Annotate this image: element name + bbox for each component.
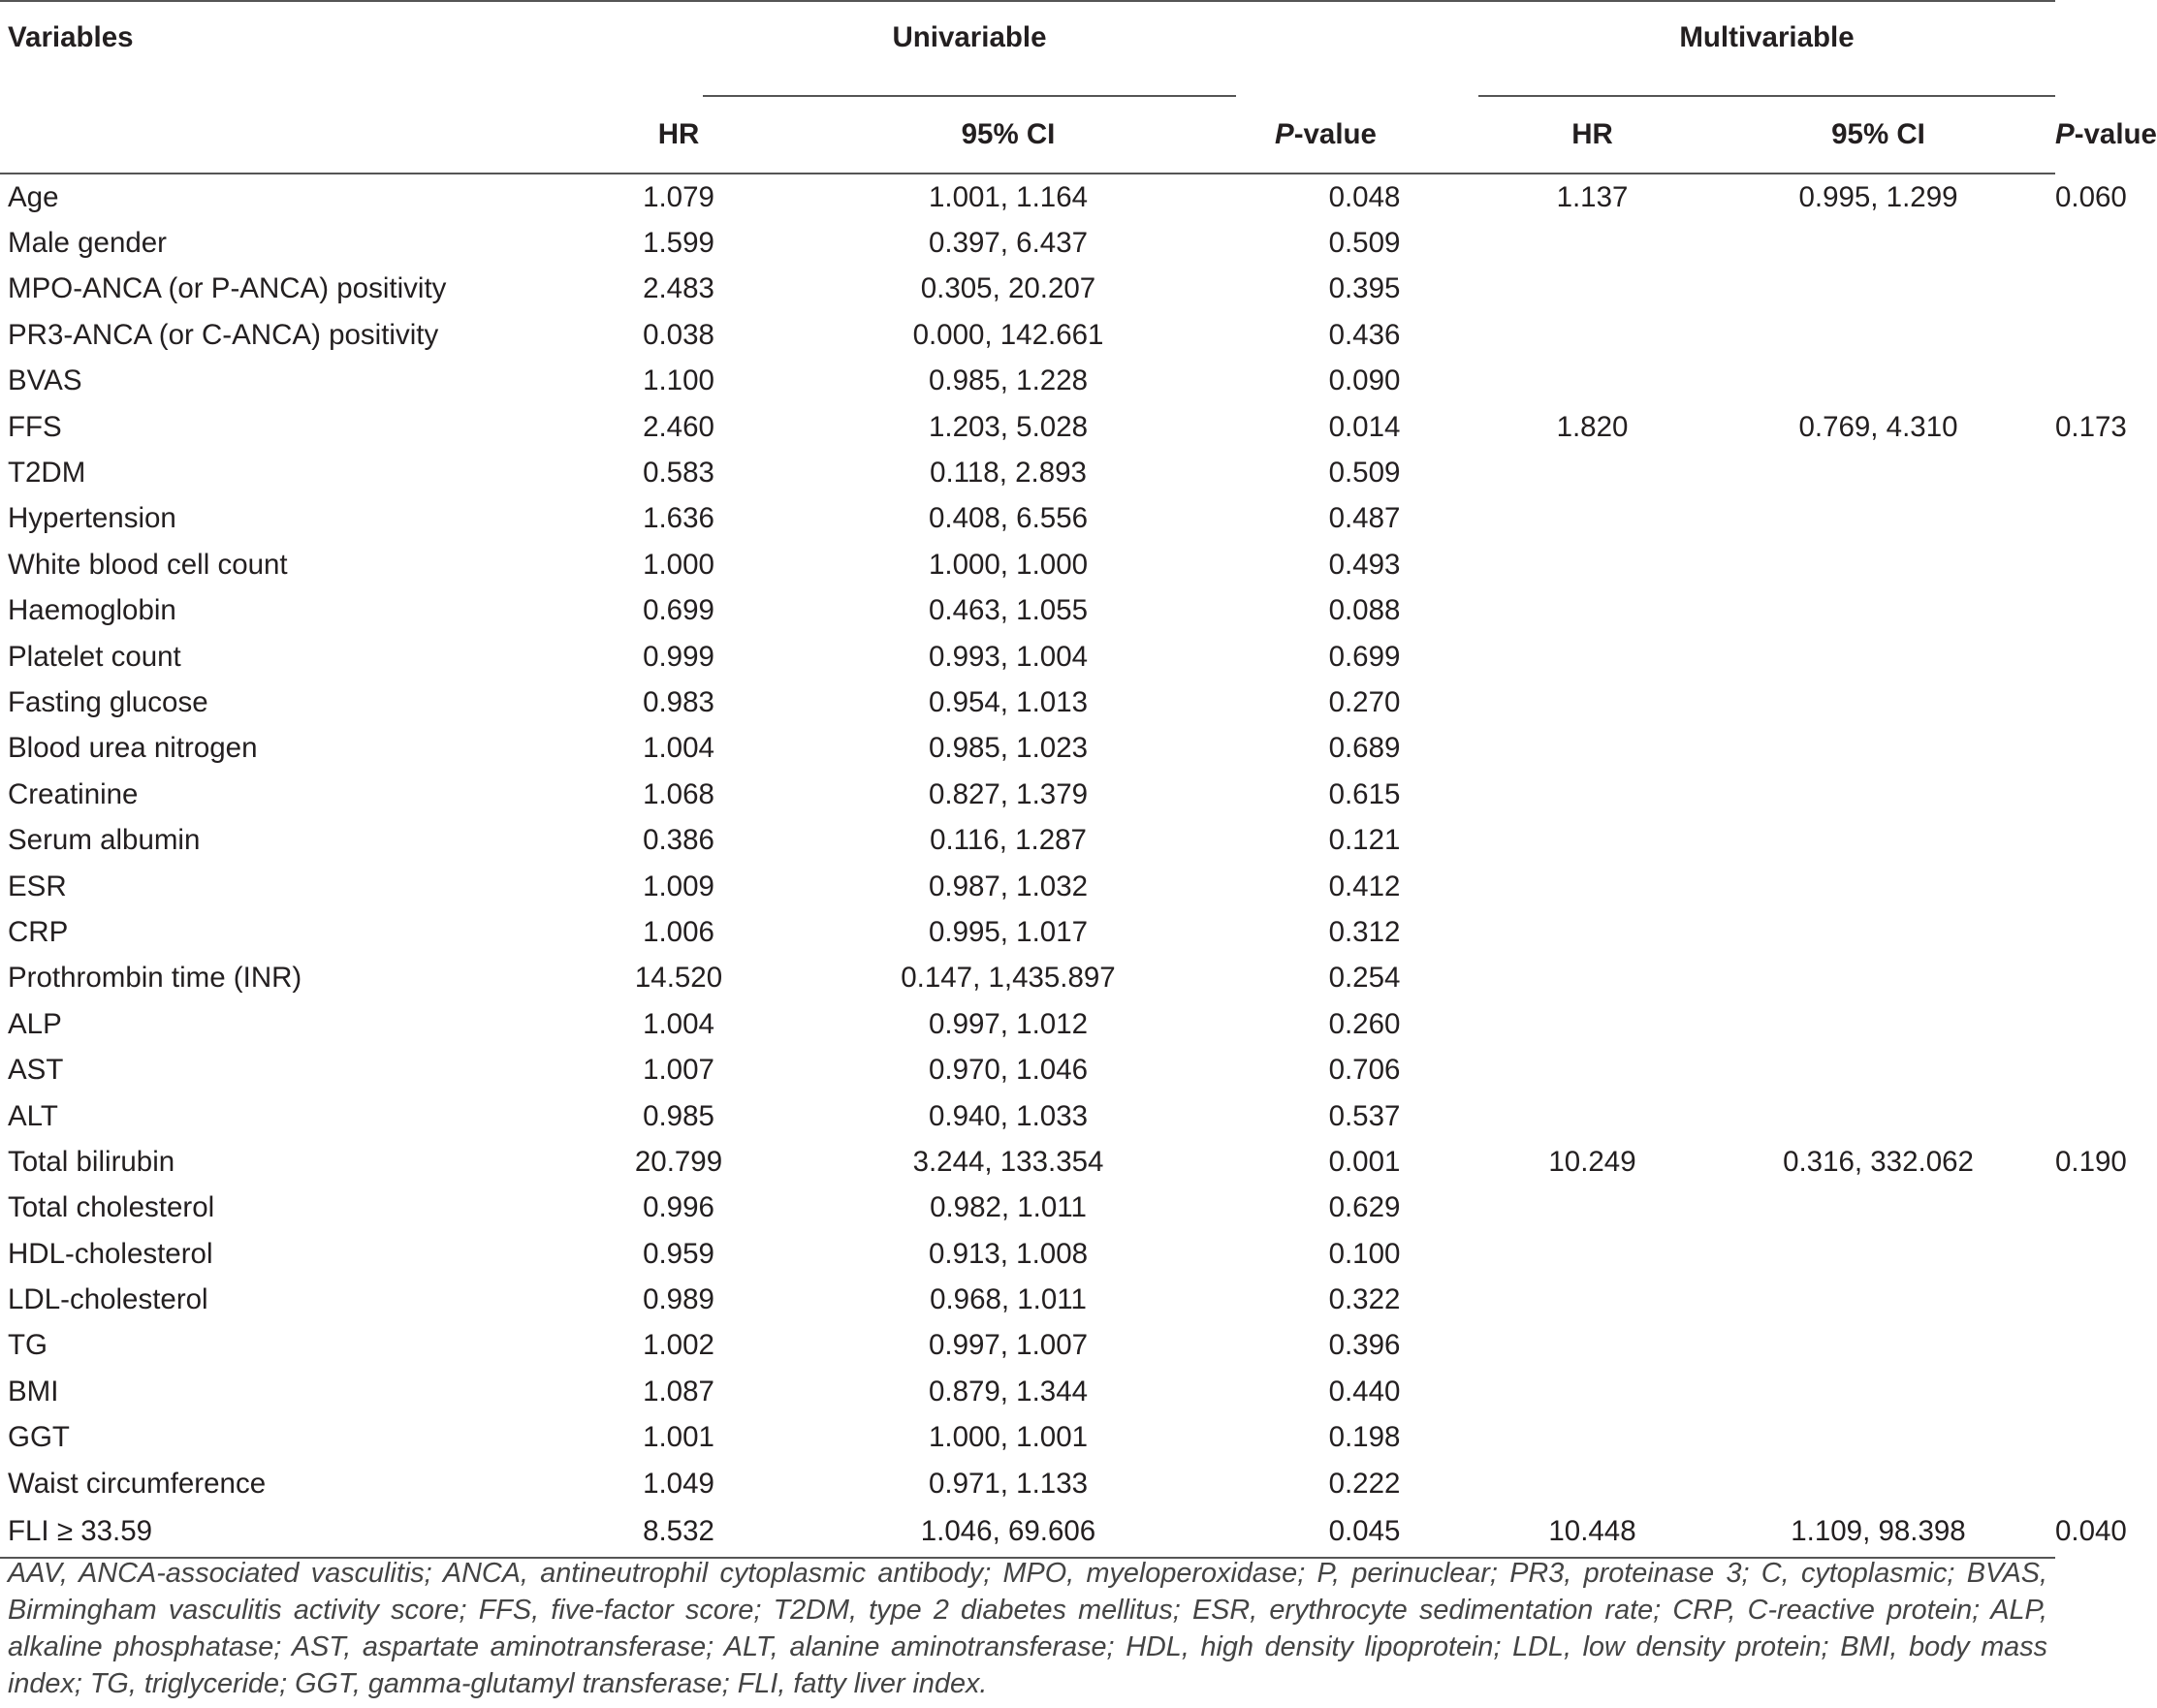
multivariable-ci — [1672, 542, 2055, 587]
univariable-p-header: P-value — [1236, 97, 1454, 174]
variable-name: AST — [8, 1054, 64, 1087]
variable-name: LDL-cholesterol — [8, 1283, 208, 1316]
multivariable-hr — [1454, 864, 1672, 909]
variables-header: Variables — [8, 21, 134, 53]
univariable-p: 0.412 — [1328, 870, 1401, 902]
univariable-hr: 14.520 — [634, 962, 723, 995]
variable-name: PR3-ANCA (or C-ANCA) positivity — [8, 318, 439, 351]
univariable-ci: 0.000, 142.661 — [912, 318, 1104, 351]
univariable-hr: 2.460 — [643, 410, 714, 443]
univariable-ci: 0.995, 1.017 — [928, 915, 1089, 948]
univariable-ci: 1.046, 69.606 — [897, 1506, 1236, 1558]
univariable-ci: 0.463, 1.055 — [928, 594, 1089, 627]
multivariable-hr — [1454, 772, 1672, 817]
univariable-p: 0.322 — [1328, 1283, 1401, 1316]
multivariable-hr — [1454, 359, 1672, 404]
multivariable-hr — [1454, 1369, 1672, 1414]
multivariable-hr — [1454, 909, 1672, 955]
multivariable-hr-header: HR — [1454, 97, 1672, 174]
univariable-hr: 1.068 — [643, 777, 714, 810]
univariable-ci: 1.203, 5.028 — [928, 410, 1089, 443]
table-row — [0, 956, 2055, 1001]
univariable-ci: 0.879, 1.344 — [928, 1375, 1089, 1408]
multivariable-hr — [1454, 634, 1672, 680]
univariable-ci: 0.985, 1.023 — [928, 732, 1089, 765]
group-header-row — [0, 1, 2055, 97]
univariable-p: 0.260 — [1328, 1007, 1401, 1040]
multivariable-hr — [1454, 450, 1672, 495]
univariable-p: 0.699 — [1328, 640, 1401, 673]
multivariable-hr: 1.820 — [1556, 410, 1629, 443]
multivariable-hr — [1454, 1047, 1672, 1092]
variable-name: Total bilirubin — [8, 1145, 175, 1178]
variable-name: FLI ≥ 33.59 — [0, 1506, 562, 1558]
table-row — [0, 220, 2055, 266]
univariable-hr: 1.001 — [643, 1421, 714, 1454]
table-row — [0, 1277, 2055, 1322]
univariable-p: 0.689 — [1328, 732, 1401, 765]
multivariable-ci — [1672, 772, 2055, 817]
univariable-ci: 0.940, 1.033 — [928, 1099, 1089, 1132]
multivariable-ci — [1672, 909, 2055, 955]
multivariable-ci — [1672, 864, 2055, 909]
univariable-ci: 0.985, 1.228 — [928, 364, 1089, 397]
univariable-p: 0.088 — [1328, 594, 1401, 627]
univariable-hr: 1.100 — [643, 364, 714, 397]
univariable-ci: 0.118, 2.893 — [930, 457, 1087, 490]
univariable-p: 0.045 — [1236, 1506, 1454, 1558]
univariable-ci: 0.305, 20.207 — [920, 272, 1096, 305]
univariable-hr: 0.038 — [643, 318, 714, 351]
table-row — [0, 267, 2055, 312]
multivariable-hr — [1454, 496, 1672, 542]
univariable-ci: 0.968, 1.011 — [930, 1283, 1087, 1316]
multivariable-ci — [1672, 956, 2055, 1001]
variable-name: Serum albumin — [8, 824, 201, 857]
univariable-ci: 0.147, 1,435.897 — [901, 962, 1116, 995]
multivariable-ci — [1672, 817, 2055, 863]
variable-name: T2DM — [8, 457, 86, 490]
univariable-hr: 1.006 — [643, 915, 714, 948]
univariable-hr: 20.799 — [634, 1145, 723, 1178]
table-row: Age 1.079 1.001, 1.164 0.048 1.137 0.995, 1.299 0.060 — [0, 174, 2055, 220]
univariable-hr: 0.959 — [643, 1237, 714, 1270]
variable-name: Male gender — [8, 227, 167, 260]
table-row — [0, 864, 2055, 909]
variable-name: Age — [8, 180, 59, 213]
table-row — [0, 726, 2055, 772]
multivariable-hr: 10.448 — [1454, 1506, 1672, 1558]
table-row — [0, 496, 2055, 542]
multivariable-hr — [1454, 1231, 1672, 1277]
table-row — [0, 1047, 2055, 1092]
multivariable-hr — [1454, 956, 1672, 1001]
univariable-hr: 1.000 — [643, 548, 714, 581]
univariable-hr-header: HR — [562, 97, 897, 174]
multivariable-ci: 0.769, 4.310 — [1798, 410, 1958, 443]
multivariable-hr: 1.137 — [1556, 180, 1629, 213]
table-row — [0, 1323, 2055, 1369]
multivariable-hr — [1454, 1277, 1672, 1322]
univariable-ci: 0.970, 1.046 — [928, 1054, 1089, 1087]
variable-name: Prothrombin time (INR) — [8, 962, 302, 995]
multivariable-header: Multivariable — [1478, 1, 2055, 97]
table-row — [0, 1186, 2055, 1231]
univariable-p: 0.509 — [1328, 227, 1401, 260]
multivariable-hr — [1454, 1323, 1672, 1369]
univariable-p: 0.121 — [1328, 824, 1401, 857]
univariable-p: 0.090 — [1328, 364, 1401, 397]
multivariable-ci — [1672, 267, 2055, 312]
variable-name: Blood urea nitrogen — [8, 732, 258, 765]
table-row — [0, 1093, 2055, 1139]
univariable-ci: 0.397, 6.437 — [928, 227, 1089, 260]
univariable-p: 0.396 — [1328, 1329, 1401, 1362]
multivariable-ci — [1672, 359, 2055, 404]
multivariable-hr — [1454, 312, 1672, 358]
multivariable-ci-header: 95% CI — [1672, 97, 2055, 174]
multivariable-ci — [1672, 220, 2055, 266]
multivariable-hr — [1454, 1186, 1672, 1231]
variable-name: BVAS — [8, 364, 82, 397]
variable-name: Creatinine — [8, 777, 139, 810]
table-row — [0, 588, 2055, 634]
univariable-hr: 0.699 — [643, 594, 714, 627]
univariable-ci: 1.000, 1.000 — [928, 548, 1089, 581]
multivariable-hr — [1454, 817, 1672, 863]
multivariable-hr — [1454, 680, 1672, 725]
univariable-hr: 1.636 — [643, 502, 714, 535]
table-row — [0, 542, 2055, 587]
table-footnote: AAV, ANCA-associated vasculitis; ANCA, antineutrophil cytoplasmic antibody; MPO, myeloperoxidase; P, perinuclear; PR3, proteinase 3; C, cytoplasmic; BVAS, Birmingham vasculitis activity score; FFS, five-factor score; T2DM, type 2 diabetes mellitus; ESR, erythrocyte sedimentation rate; CRP, C-reactive protein; ALP, alkaline phosphatase; AST, aspartate aminotransferase; ALT, alanine aminotransferase; HDL, high density lipoprotein; LDL, low density protein; BMI, body mass index; TG, triglyceride; GGT, gamma-glutamyl transferase; FLI, fatty liver index. — [8, 1558, 2047, 1699]
table-row — [0, 1461, 2055, 1506]
table-row: Total bilirubin 20.799 3.244, 133.354 0.001 10.249 0.316, 332.062 0.190 — [0, 1139, 2055, 1185]
multivariable-hr — [1454, 726, 1672, 772]
univariable-p: 0.436 — [1328, 318, 1401, 351]
variable-name: CRP — [8, 915, 69, 948]
table-row — [0, 359, 2055, 404]
univariable-hr: 1.049 — [643, 1467, 714, 1500]
variable-name: BMI — [8, 1375, 59, 1408]
univariable-hr: 0.999 — [643, 640, 714, 673]
variable-name: HDL-cholesterol — [8, 1237, 213, 1270]
univariable-hr: 0.983 — [643, 685, 714, 718]
table-row: FLI ≥ 33.59 8.532 1.046, 69.606 0.045 10.448 1.109, 98.398 0.040 — [0, 1506, 2055, 1558]
multivariable-hr — [1454, 267, 1672, 312]
univariable-ci: 0.116, 1.287 — [930, 824, 1087, 857]
univariable-ci: 0.971, 1.133 — [928, 1467, 1089, 1500]
variable-name: MPO-ANCA (or P-ANCA) positivity — [8, 272, 447, 305]
multivariable-ci: 0.995, 1.299 — [1798, 180, 1958, 213]
univariable-ci: 3.244, 133.354 — [912, 1145, 1104, 1178]
multivariable-hr — [1454, 588, 1672, 634]
univariable-hr: 8.532 — [562, 1506, 897, 1558]
multivariable-ci — [1672, 1461, 2055, 1506]
univariable-hr: 0.583 — [643, 457, 714, 490]
table-row — [0, 312, 2055, 358]
univariable-p: 0.509 — [1328, 457, 1401, 490]
multivariable-ci — [1672, 1231, 2055, 1277]
univariable-ci: 0.997, 1.007 — [928, 1329, 1089, 1362]
univariable-hr: 1.009 — [643, 870, 714, 902]
multivariable-ci — [1672, 1277, 2055, 1322]
univariable-p: 0.270 — [1328, 685, 1401, 718]
univariable-hr: 1.002 — [643, 1329, 714, 1362]
univariable-p: 0.537 — [1328, 1099, 1401, 1132]
univariable-ci: 0.954, 1.013 — [928, 685, 1089, 718]
univariable-p: 0.615 — [1328, 777, 1401, 810]
multivariable-ci — [1672, 726, 2055, 772]
variable-name: Waist circumference — [8, 1467, 267, 1500]
table-row — [0, 1231, 2055, 1277]
univariable-p: 0.100 — [1328, 1237, 1401, 1270]
univariable-hr: 1.079 — [643, 180, 714, 213]
column-header-row: HR 95% CI P-value HR 95% CI P-value — [0, 97, 2055, 174]
variable-name: Fasting glucose — [8, 685, 208, 718]
univariable-header: Univariable — [703, 1, 1236, 97]
univariable-ci: 0.987, 1.032 — [928, 870, 1089, 902]
variable-name: ESR — [8, 870, 67, 902]
univariable-hr: 0.386 — [643, 824, 714, 857]
variable-name: ALP — [8, 1007, 62, 1040]
multivariable-ci — [1672, 1093, 2055, 1139]
variable-name: Haemoglobin — [8, 594, 176, 627]
variable-name: Total cholesterol — [8, 1191, 215, 1224]
multivariable-ci — [1672, 1186, 2055, 1231]
variable-name: White blood cell count — [8, 548, 288, 581]
table-row — [0, 909, 2055, 955]
univariable-p: 0.222 — [1328, 1467, 1401, 1500]
multivariable-ci — [1672, 1415, 2055, 1461]
univariable-ci: 0.408, 6.556 — [928, 502, 1089, 535]
variable-name: ALT — [8, 1099, 58, 1132]
multivariable-hr — [1454, 542, 1672, 587]
univariable-hr: 1.599 — [643, 227, 714, 260]
univariable-p: 0.048 — [1328, 180, 1401, 213]
univariable-p: 0.629 — [1328, 1191, 1401, 1224]
univariable-p: 0.706 — [1328, 1054, 1401, 1087]
multivariable-ci — [1672, 1369, 2055, 1414]
multivariable-ci — [1672, 634, 2055, 680]
univariable-hr: 2.483 — [643, 272, 714, 305]
table-row — [0, 1415, 2055, 1461]
multivariable-ci — [1672, 1001, 2055, 1047]
table-row — [0, 772, 2055, 817]
multivariable-ci — [1672, 1323, 2055, 1369]
univariable-ci-header: 95% CI — [897, 97, 1236, 174]
univariable-hr: 1.087 — [643, 1375, 714, 1408]
variable-name: Platelet count — [8, 640, 181, 673]
variable-name: FFS — [8, 410, 62, 443]
univariable-p: 0.014 — [1328, 410, 1401, 443]
multivariable-ci — [1672, 588, 2055, 634]
multivariable-ci: 1.109, 98.398 — [1672, 1506, 2055, 1558]
univariable-ci: 0.827, 1.379 — [928, 777, 1089, 810]
table-row — [0, 634, 2055, 680]
multivariable-ci — [1672, 450, 2055, 495]
multivariable-hr: 10.249 — [1548, 1145, 1636, 1178]
table-row — [0, 1369, 2055, 1414]
multivariable-hr — [1454, 1093, 1672, 1139]
univariable-hr: 1.007 — [643, 1054, 714, 1087]
univariable-ci: 1.001, 1.164 — [928, 180, 1089, 213]
univariable-p: 0.312 — [1328, 915, 1401, 948]
variable-name: TG — [8, 1329, 48, 1362]
univariable-p: 0.440 — [1328, 1375, 1401, 1408]
multivariable-hr — [1454, 1001, 1672, 1047]
univariable-p: 0.487 — [1328, 502, 1401, 535]
univariable-p: 0.198 — [1328, 1421, 1401, 1454]
multivariable-ci: 0.316, 332.062 — [1783, 1145, 1974, 1178]
univariable-p: 0.395 — [1328, 272, 1401, 305]
variable-name: GGT — [8, 1421, 70, 1454]
univariable-hr: 1.004 — [643, 732, 714, 765]
table-row — [0, 450, 2055, 495]
univariable-p: 0.001 — [1328, 1145, 1401, 1178]
table-row — [0, 1001, 2055, 1047]
univariable-ci: 0.993, 1.004 — [928, 640, 1089, 673]
multivariable-ci — [1672, 680, 2055, 725]
univariable-ci: 0.913, 1.008 — [928, 1237, 1089, 1270]
table-row: FFS 2.460 1.203, 5.028 0.014 1.820 0.769, 4.310 0.173 — [0, 404, 2055, 450]
univariable-hr: 0.985 — [643, 1099, 714, 1132]
univariable-hr: 0.996 — [643, 1191, 714, 1224]
multivariable-hr — [1454, 1461, 1672, 1506]
multivariable-ci — [1672, 1047, 2055, 1092]
variable-name: Hypertension — [8, 502, 176, 535]
univariable-p: 0.493 — [1328, 548, 1401, 581]
univariable-ci: 0.982, 1.011 — [930, 1191, 1087, 1224]
multivariable-hr — [1454, 220, 1672, 266]
table-row — [0, 680, 2055, 725]
univariable-ci: 0.997, 1.012 — [928, 1007, 1089, 1040]
univariable-hr: 1.004 — [643, 1007, 714, 1040]
multivariable-hr — [1454, 1415, 1672, 1461]
table-row — [0, 817, 2055, 863]
multivariable-ci — [1672, 496, 2055, 542]
multivariable-ci — [1672, 312, 2055, 358]
univariable-hr: 0.989 — [643, 1283, 714, 1316]
univariable-ci: 1.000, 1.001 — [928, 1421, 1089, 1454]
univariable-p: 0.254 — [1328, 962, 1401, 995]
